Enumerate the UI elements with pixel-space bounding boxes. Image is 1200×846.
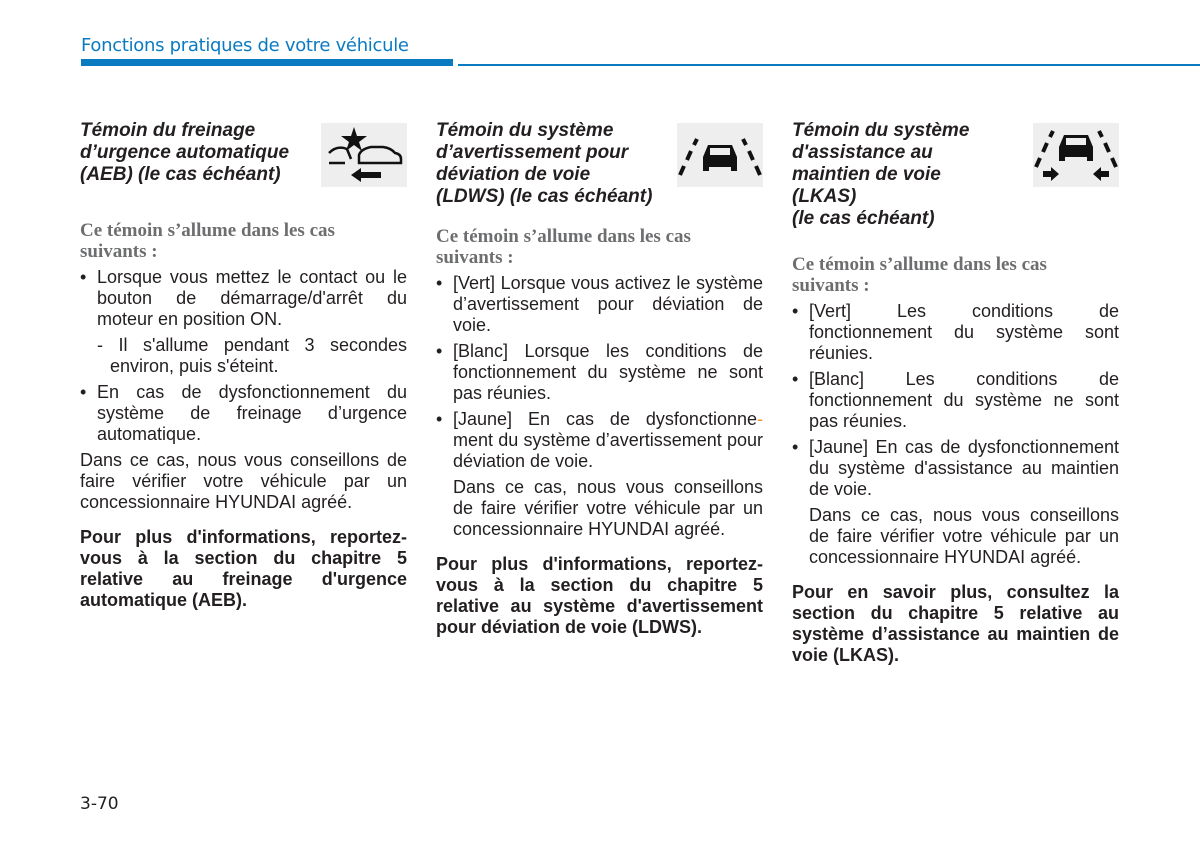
bullet-item: [436, 341, 763, 404]
heading-line: d'assistance au: [792, 142, 933, 163]
bullet-item: [792, 301, 1119, 364]
bullet-text: [Vert] Les conditions de fonctionnement du système sont réunies.: [809, 301, 1119, 363]
heading-line: d’urgence automatique: [80, 142, 290, 163]
bullet-item: [80, 382, 407, 445]
bullet-text: ment du système d’avertissement pour déviation de voie.: [453, 430, 763, 471]
bullet-text: [Blanc] Lorsque les conditions de fonctionnement du système ne sont pas réunies.: [453, 341, 763, 403]
bullet-text: [Jaune] En cas de dysfonctionne: [453, 409, 757, 429]
reference-note: Pour plus d'informations, reportez-vous à la section du chapitre 5 relative au système d'avertissement pour déviation de voie (LDWS).: [436, 554, 763, 637]
subheading-line: Ce témoin s’allume dans les cas: [792, 254, 1047, 275]
heading-line: Témoin du système: [436, 120, 614, 141]
heading-line: déviation de voie: [436, 164, 591, 185]
heading-line: Témoin du système: [792, 120, 970, 141]
bullet-text: En cas de dysfonctionnement du système de freinage d’urgence automatique.: [97, 382, 407, 444]
column-ldws: [436, 118, 763, 638]
bullet-text: [Vert] Lorsque vous activez le système d’avertissement pour déviation de voie.: [453, 273, 763, 335]
bullet: •: [436, 409, 443, 429]
subheading: [792, 254, 1119, 296]
subheading-line: suivants :: [436, 247, 514, 268]
bullet: •: [436, 273, 443, 293]
heading-line: maintien de voie: [792, 164, 941, 185]
bullet: •: [436, 341, 443, 361]
bullet-text: [Jaune] En cas de dysfonctionnement du système d'assistance au maintien de voie.: [809, 437, 1119, 499]
bullet: •: [792, 301, 799, 321]
sub-item: - Il s'allume pendant 3 secondes environ, puis s'éteint.: [97, 335, 407, 376]
subheading-line: suivants :: [792, 275, 870, 296]
paragraph: Dans ce cas, nous vous conseillons de faire vérifier votre véhicule par un concessionnaire HYUNDAI agréé.: [809, 505, 1119, 567]
heading-line: (le cas échéant): [792, 208, 935, 229]
bullet-item: [792, 437, 1119, 500]
bullet: •: [792, 437, 799, 457]
column-lkas: [792, 118, 1119, 666]
bullet-text: Lorsque vous mettez le contact ou le bouton de démarrage/d'arrêt du moteur en position ON.: [97, 267, 407, 329]
page-number: 3-70: [80, 794, 119, 814]
heading-line: (LKAS): [792, 186, 857, 207]
paragraph: Dans ce cas, nous vous conseillons de faire vérifier votre véhicule par un concessionnaire HYUNDAI agréé.: [453, 477, 763, 539]
bullet-item: [792, 369, 1119, 432]
heading-line: d’avertissement pour: [436, 142, 629, 163]
heading-line: (AEB) (le cas échéant): [80, 164, 281, 185]
header-bar: [81, 59, 453, 66]
subheading: [436, 226, 763, 268]
reference-note: Pour plus d'informations, reportez-vous à la section du chapitre 5 relative au freinage d'urgence automatique (AEB).: [80, 527, 407, 610]
ldws-lane-departure-icon: [677, 123, 763, 187]
subheading-line: Ce témoin s’allume dans les cas: [80, 220, 335, 241]
column-aeb: [80, 118, 407, 611]
bullet-item: [436, 273, 763, 336]
subheading-line: suivants :: [80, 241, 158, 262]
bullet: •: [80, 382, 87, 402]
subheading-line: Ce témoin s’allume dans les cas: [436, 226, 691, 247]
heading-line: Témoin du freinage: [80, 120, 256, 141]
heading-line: (LDWS) (le cas échéant): [436, 186, 653, 207]
paragraph: Dans ce cas, nous vous conseillons de faire vérifier votre véhicule par un concessionnaire HYUNDAI agréé.: [80, 450, 407, 512]
bullet: •: [792, 369, 799, 389]
bullet-text: [Blanc] Les conditions de fonctionnement du système ne sont pas réunies.: [809, 369, 1119, 431]
aeb-warning-icon: [321, 123, 407, 187]
lkas-lane-keeping-icon: [1033, 123, 1119, 187]
subheading: [80, 220, 407, 262]
bullet: •: [80, 267, 87, 287]
bullet-item: [80, 267, 407, 330]
bullet-item: [436, 409, 763, 472]
reference-note: Pour en savoir plus, consultez la section du chapitre 5 relative au système d’assistance au maintien de voie (LKAS).: [792, 582, 1119, 665]
hyphen: -: [757, 409, 763, 429]
section-header-title: Fonctions pratiques de votre véhicule: [81, 35, 409, 56]
header-rule: [458, 64, 1200, 66]
